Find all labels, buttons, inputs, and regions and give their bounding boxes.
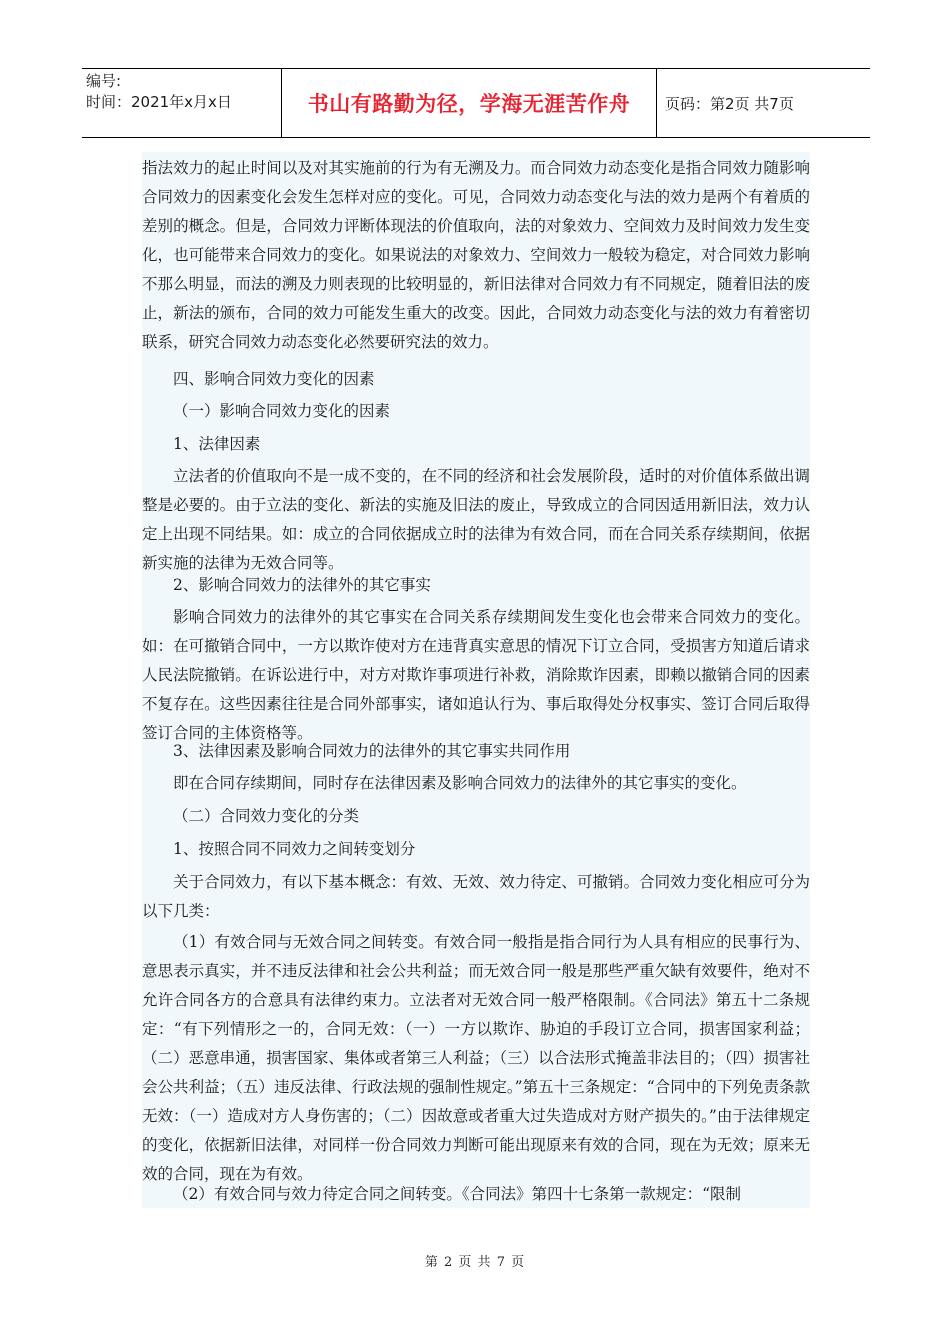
- item-heading: 3、法律因素及影响合同效力的法律外的其它事实共同作用: [173, 742, 571, 760]
- body-paragraph: （2）有效合同与效力待定合同之间转变。《合同法》第四十七条第一款规定：“限制: [173, 1185, 742, 1203]
- document-header: [82, 68, 870, 138]
- subsection-heading: （一）影响合同效力变化的因素: [173, 402, 391, 420]
- header-page-info: 页码：第2页 共7页: [665, 94, 794, 113]
- item-heading: 1、按照合同不同效力之间转变划分: [173, 840, 416, 858]
- document-date-label: 时间：2021年x月x日: [86, 93, 232, 111]
- subsection-heading: （二）合同效力变化的分类: [173, 807, 360, 825]
- body-paragraph: 指法效力的起止时间以及对其实施前的行为有无溯及力。而合同效力动态变化是指合同效力随影响合同效力的因素变化会发生怎样对应的变化。可见，合同效力动态变化与法的效力是两个有着质的差别的概念。但是，合同效力评断体现法的价值取向，法的对象效力、空间效力及时间效力发生变化，也可能带来合同效力的变化。如果说法的对象效力、空间效力一般较为稳定，对合同效力影响不那么明显，而法的溯及力则表现的比较明显的，新旧法律对合同效力有不同规定，随着旧法的废止，新法的颁布，合同的效力可能发生重大的改变。因此，合同效力动态变化与法的效力有着密切联系，研究合同效力动态变化必然要研究法的效力。: [142, 159, 810, 351]
- body-paragraph: 影响合同效力的法律外的其它事实在合同关系存续期间发生变化也会带来合同效力的变化。如：在可撤销合同中，一方以欺诈使对方在违背真实意思的情况下订立合同，受损害方知道后请求人民法院撤销。在诉讼进行中，对方对欺诈事项进行补救，消除欺诈因素，即赖以撤销合同的因素不复存在。这些因素往往是合同外部事实，诸如追认行为、事后取得处分权事实、签订合同后取得签订合同的主体资格等。: [142, 608, 810, 742]
- header-motto: 书山有路勤为径，学海无涯苦作舟: [307, 92, 631, 116]
- body-paragraph: （1）有效合同与无效合同之间转变。有效合同一般指是指合同行为人具有相应的民事行为、意思表示真实，并不违反法律和社会公共利益；而无效合同一般是那些严重欠缺有效要件，绝对不允许合同各方的合意具有法律约束力。立法者对无效合同一般严格限制。《合同法》第五十二条规定：“有下列情形之一的，合同无效：（一）一方以欺诈、胁迫的手段订立合同，损害国家利益；（二）恶意串通，损害国家、集体或者第三人利益；（三）以合法形式掩盖非法目的；（四）损害社会公共利益；（五）违反法律、行政法规的强制性规定。”第五十三条规定：“合同中的下列免责条款无效：（一）造成对方人身伤害的；（二）因故意或者重大过失造成对方财产损失的。”由于法律规定的变化，依据新旧法律，对同样一份合同效力判断可能出现原来有效的合同，现在为无效；原来无效的合同，现在为有效。: [142, 933, 810, 1183]
- document-number-label: 编号:: [86, 72, 122, 90]
- item-heading: 2、影响合同效力的法律外的其它事实: [173, 576, 431, 594]
- body-paragraph: 即在合同存续期间，同时存在法律因素及影响合同效力的法律外的其它事实的变化。: [173, 774, 747, 792]
- item-heading: 1、法律因素: [173, 435, 261, 453]
- page-footer: 第 2 页 共 7 页: [424, 1255, 526, 1270]
- header-page-cell: [657, 69, 870, 137]
- header-motto-cell: [282, 69, 657, 137]
- section-heading: 四、影响合同效力变化的因素: [173, 370, 375, 388]
- body-paragraph: 立法者的价值取向不是一成不变的，在不同的经济和社会发展阶段，适时的对价值体系做出调整是必要的。由于立法的变化、新法的实施及旧法的废止，导致成立的合同因适用新旧法，效力认定上出现不同结果。如：成立的合同依据成立时的法律为有效合同，而在合同关系存续期间，依据新实施的法律为无效合同等。: [142, 467, 810, 572]
- body-paragraph: 关于合同效力，有以下基本概念：有效、无效、效力待定、可撤销。合同效力变化相应可分为以下几类：: [142, 873, 810, 920]
- document-body: [142, 152, 810, 1208]
- header-meta-cell: [82, 69, 282, 137]
